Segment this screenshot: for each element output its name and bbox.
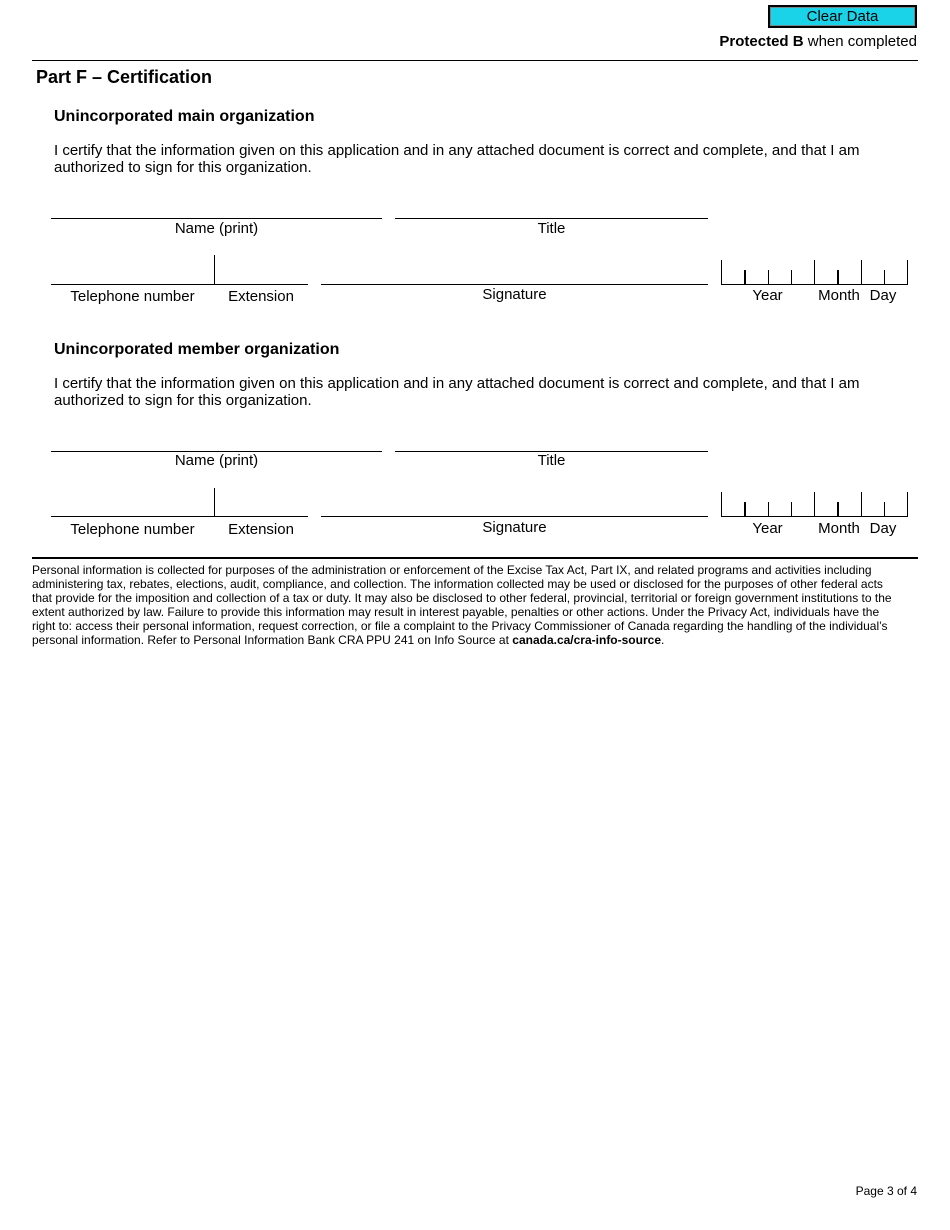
name-print-field[interactable]	[51, 218, 382, 219]
date-tick	[814, 492, 815, 516]
date-tick	[907, 492, 908, 516]
extension-label: Extension	[228, 288, 294, 305]
privacy-end: .	[661, 633, 665, 647]
date-tick	[791, 502, 792, 516]
date-tick	[814, 260, 815, 284]
date-tick	[721, 260, 722, 284]
date-tick	[884, 270, 885, 284]
protected-b-label: Protected B	[719, 33, 804, 50]
extension-label: Extension	[228, 521, 294, 538]
title-label: Title	[537, 220, 566, 237]
section-title-member-org: Unincorporated member organization	[54, 341, 340, 358]
date-tick	[744, 270, 746, 284]
date-tick	[861, 492, 862, 516]
signature-label: Signature	[482, 286, 547, 303]
telephone-field[interactable]	[51, 516, 214, 517]
certification-text-member-org: I certify that the information given on this application and in any attached document is correct and complete, and that I am authorized to sign for this organization.	[54, 375, 860, 409]
title-label: Title	[537, 452, 566, 469]
signature-field[interactable]	[321, 284, 708, 285]
date-tick	[837, 270, 839, 284]
telephone-divider	[214, 255, 215, 284]
privacy-divider	[32, 557, 918, 559]
day-label: Day	[869, 287, 897, 304]
date-tick	[744, 502, 746, 516]
telephone-field[interactable]	[51, 284, 214, 285]
date-tick	[768, 502, 769, 516]
section-title-main-org: Unincorporated main organization	[54, 108, 315, 125]
year-label: Year	[752, 287, 783, 304]
telephone-label: Telephone number	[70, 521, 195, 538]
date-baseline	[721, 284, 908, 285]
protected-b-notice	[719, 33, 917, 50]
date-tick	[861, 260, 862, 284]
title-field[interactable]	[395, 218, 708, 219]
info-source-link: canada.ca/cra-info-source	[512, 633, 661, 647]
day-label: Day	[869, 520, 897, 537]
month-label: Month	[818, 287, 860, 304]
date-tick	[837, 502, 839, 516]
privacy-text: Personal information is collected for purposes of the administration or enforcement of the Excise Tax Act, Part IX, and related programs and activities including administering tax, rebates, elections, audit, compliance, and collection. The information collected may be used or disclosed for the purposes of other federal acts that provide for the imposition and collection of a tax or duty. It may also be disclosed to other federal, provincial, territorial or foreign government institutions to the extent authorized by law. Failure to provide this information may result in interest payable, penalties or other actions. Under the Privacy Act, individuals have the right to: access their personal information, request correction, or file a complaint to the Privacy Commissioner of Canada regarding the handling of the individual’s personal information. Refer to Personal Information Bank CRA PPU 241 on Info Source at	[32, 563, 892, 647]
protected-b-suffix: when completed	[803, 33, 917, 50]
year-label: Year	[752, 520, 783, 537]
certification-text-main-org: I certify that the information given on this application and in any attached document is correct and complete, and that I am authorized to sign for this organization.	[54, 142, 860, 176]
date-tick	[721, 492, 722, 516]
date-tick	[884, 502, 885, 516]
extension-field[interactable]	[214, 284, 308, 285]
name-print-label: Name (print)	[174, 452, 259, 469]
date-tick	[791, 270, 792, 284]
clear-data-button[interactable]: Clear Data	[768, 5, 917, 28]
signature-label: Signature	[482, 519, 547, 536]
part-title: Part F – Certification	[36, 67, 213, 87]
privacy-notice	[32, 563, 904, 647]
extension-field[interactable]	[214, 516, 308, 517]
date-tick	[907, 260, 908, 284]
signature-field[interactable]	[321, 516, 708, 517]
month-label: Month	[818, 520, 860, 537]
date-baseline	[721, 516, 908, 517]
telephone-label: Telephone number	[70, 288, 195, 305]
page-number: Page 3 of 4	[855, 1184, 917, 1198]
date-tick	[768, 270, 769, 284]
name-print-label: Name (print)	[174, 220, 259, 237]
header-divider	[32, 60, 918, 61]
telephone-divider	[214, 488, 215, 516]
